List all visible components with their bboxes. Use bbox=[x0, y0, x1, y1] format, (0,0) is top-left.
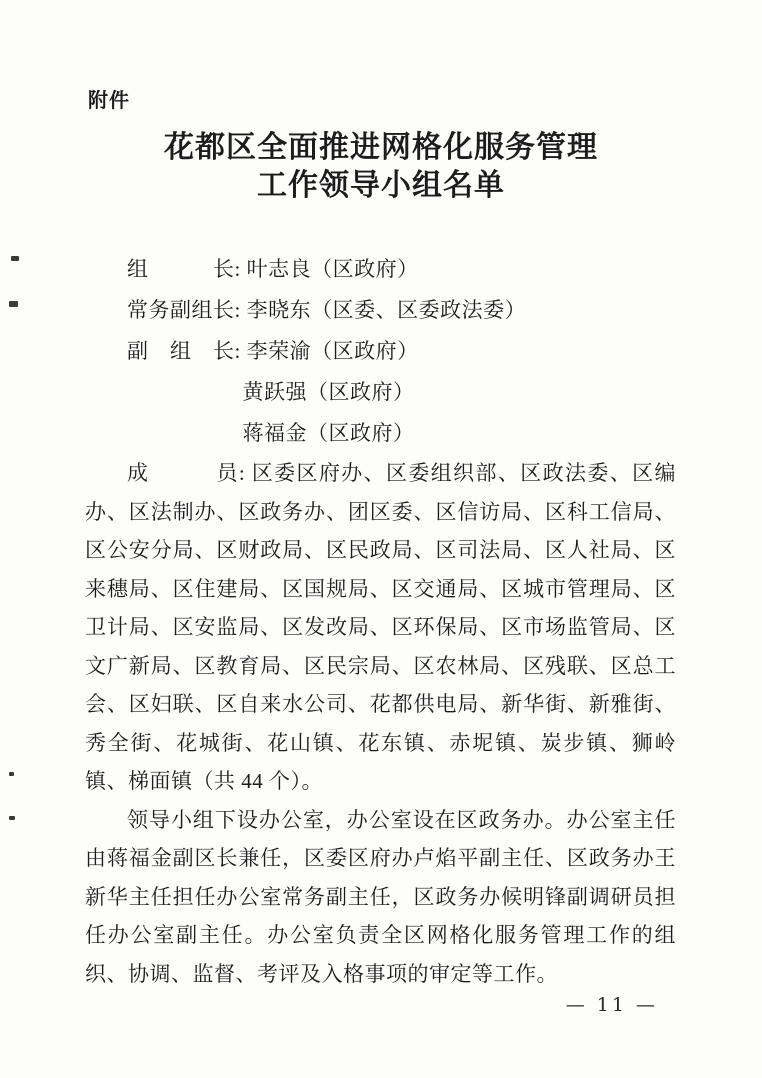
document-title bbox=[0, 129, 762, 205]
attachment-label: 附件 bbox=[88, 90, 130, 112]
members-label: 成 员: bbox=[127, 461, 252, 485]
roster-value: 黄跃强（区政府） bbox=[242, 380, 415, 404]
roster-row-deputy-leader-1 bbox=[85, 331, 676, 372]
scan-artifact bbox=[9, 772, 14, 776]
scan-artifact bbox=[9, 816, 15, 820]
roster-value: 李荣渝（区政府） bbox=[246, 339, 419, 363]
title-line-1: 花都区全面推进网格化服务管理 bbox=[164, 131, 598, 164]
roster-label: 副 组 长: bbox=[127, 339, 247, 363]
roster-value: 蒋福金（区政府） bbox=[242, 421, 415, 445]
office-paragraph: 领导小组下设办公室，办公室设在区政务办。办公室主任由蒋福金副区长兼任，区委区府办卢焰平副主任、区政务办王新华主任担任办公室常务副主任，区政务办候明锋副调研员担任办公室副主任。办公室负责全区网格化服务管理工作的组织、协调、监督、考评及入格事项的审定等工作。 bbox=[85, 807, 676, 986]
roster-value: 叶志良（区政府） bbox=[246, 257, 419, 281]
scan-artifact bbox=[11, 256, 19, 261]
roster-row-deputy-leader-2 bbox=[85, 372, 676, 413]
title-line-2: 工作领导小组名单 bbox=[257, 169, 505, 202]
roster-row-leader bbox=[85, 249, 676, 290]
roster-row-deputy-leader-3 bbox=[85, 413, 676, 454]
roster-label: 组 长: bbox=[127, 257, 247, 281]
scan-artifact bbox=[9, 301, 18, 307]
roster-value: 李晓东（区委、区委政法委） bbox=[246, 298, 527, 322]
roster-label: 常务副组长: bbox=[127, 298, 247, 322]
members-list-text: 区委区府办、区委组织部、区政法委、区编办、区法制办、区政务办、团区委、区信访局、区科工信局、区公安分局、区财政局、区民政局、区司法局、区人社局、区来穗局、区住建局、区国规局、区交通局、区城市管理局、区卫计局、区安监局、区发改局、区环保局、区市场监管局、区文广新局、区教育局、区民宗局、区农林局、区残联、区总工会、区妇联、区自来水公司、花都供电局、新华街、新雅街、秀全街、花城街、花山镇、花东镇、赤坭镇、炭步镇、狮岭镇、梯面镇（共 44 个）。 bbox=[85, 461, 676, 793]
members-paragraph bbox=[85, 454, 676, 801]
document-body bbox=[85, 249, 676, 993]
roster-row-executive-deputy-leader bbox=[85, 290, 676, 331]
page-number: — 11 — bbox=[565, 994, 658, 1016]
